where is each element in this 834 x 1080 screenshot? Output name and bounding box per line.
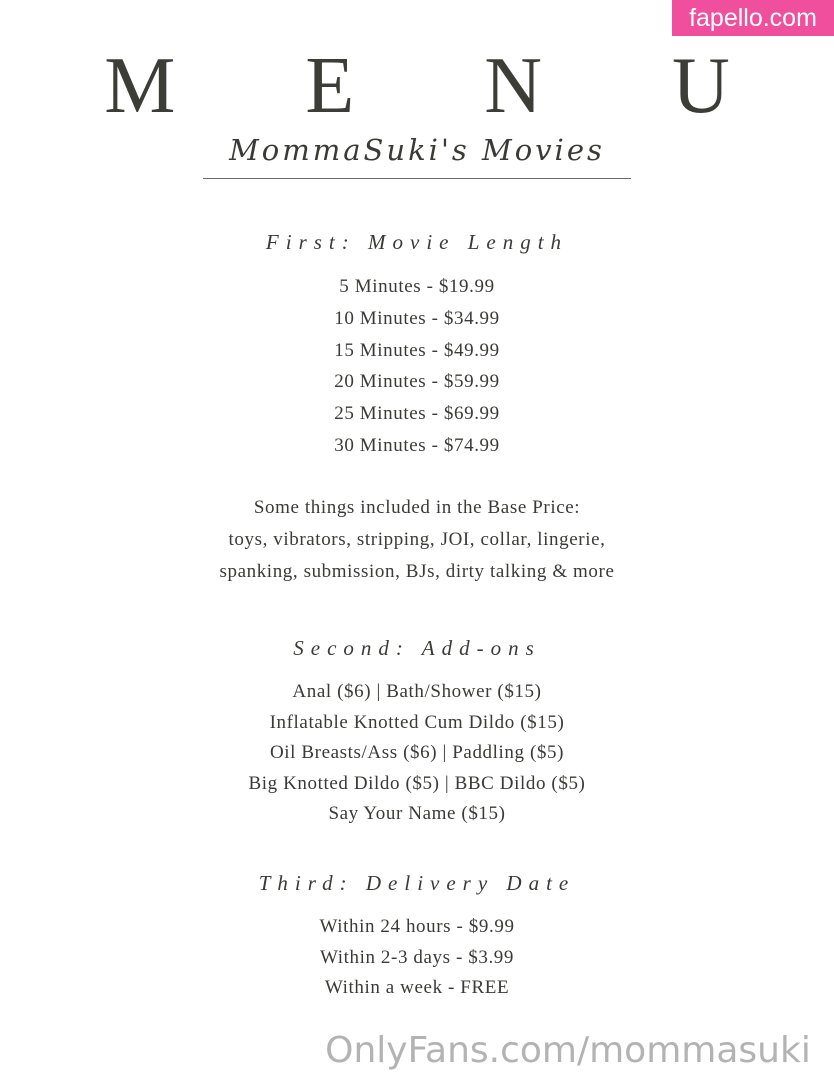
section-heading-length: First: Movie Length	[265, 230, 569, 254]
base-price-included-text	[0, 492, 834, 588]
menu-subtitle: MommaSuki's Movies	[229, 133, 605, 167]
list-item: 10 Minutes - $34.99	[334, 307, 500, 329]
list-item: Anal ($6) | Bath/Shower ($15)	[292, 681, 542, 702]
list-item: Within 2-3 days - $3.99	[319, 946, 515, 968]
list-item: Within a week - FREE	[324, 977, 510, 998]
list-item: Within 24 hours - $9.99	[319, 916, 515, 937]
section-heading-addons: Second: Add-ons	[293, 636, 541, 660]
list-item: 25 Minutes - $69.99	[334, 403, 500, 425]
list-item: Say Your Name ($15)	[328, 803, 506, 824]
list-item: 20 Minutes - $59.99	[334, 371, 500, 393]
title-divider	[203, 178, 631, 179]
included-line: toys, vibrators, stripping, JOI, collar, lingerie,	[228, 529, 606, 550]
list-item: 30 Minutes - $74.99	[334, 434, 500, 456]
included-line: Some things included in the Base Price:	[253, 497, 581, 518]
included-line: spanking, submission, BJs, dirty talking & more	[219, 561, 615, 582]
list-item: Inflatable Knotted Cum Dildo ($15)	[269, 711, 565, 733]
list-item: Big Knotted Dildo ($5) | BBC Dildo ($5)	[248, 772, 586, 794]
menu-title: M E N U	[104, 42, 785, 130]
fapello-watermark: fapello.com	[672, 0, 834, 36]
addons-list	[0, 677, 834, 830]
list-item: Oil Breasts/Ass ($6) | Paddling ($5)	[269, 742, 565, 763]
length-price-list	[0, 271, 834, 462]
onlyfans-watermark: OnlyFans.com/mommasuki	[325, 1030, 811, 1071]
list-item: 5 Minutes - $19.99	[339, 276, 495, 297]
section-heading-delivery: Third: Delivery Date	[258, 871, 576, 895]
delivery-list	[0, 912, 834, 1004]
list-item: 15 Minutes - $49.99	[334, 339, 500, 361]
